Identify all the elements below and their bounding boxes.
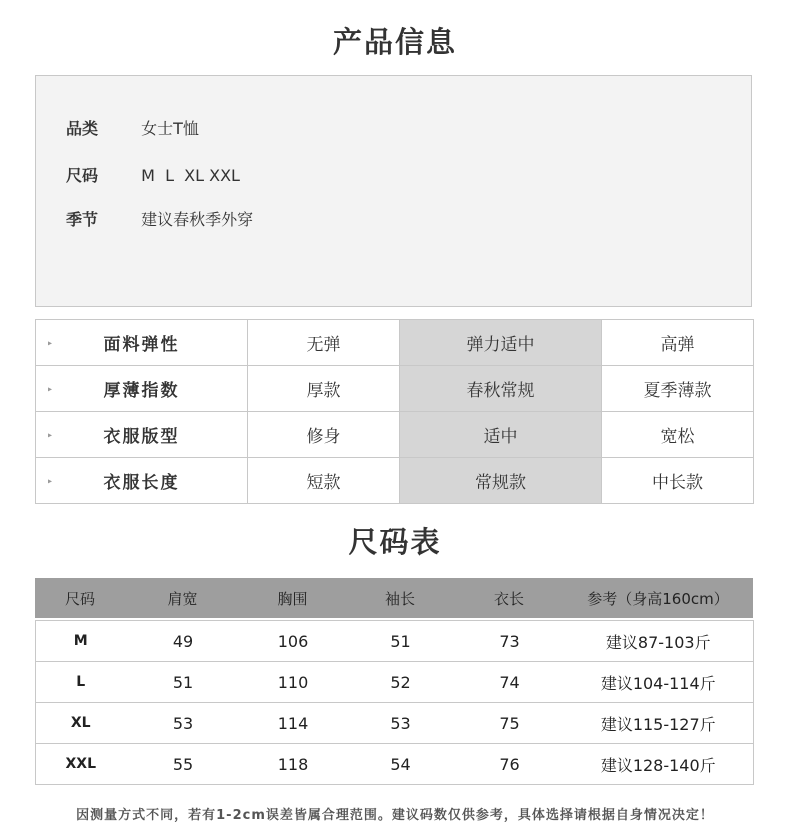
size-table-header-cell: 肩宽 [167, 589, 198, 608]
measurement-cell: 55 [126, 744, 241, 785]
product-info-box [35, 75, 752, 307]
season-value: 建议春秋季外穿 [141, 210, 254, 229]
measurement-cell: 75 [456, 703, 564, 744]
measurement-cell: 建议87-103斤 [564, 621, 754, 662]
arrow-right-icon: ▸ [48, 384, 55, 393]
attribute-option-selected: 春秋常规 [400, 366, 602, 412]
size-cell: XXL [36, 744, 126, 785]
size-table-header-cell: 衣长 [493, 589, 524, 608]
attribute-option: 厚款 [248, 366, 400, 412]
attribute-row [36, 412, 754, 458]
measurement-cell: 建议115-127斤 [564, 703, 754, 744]
attribute-label [36, 412, 248, 458]
attribute-option: 无弹 [248, 320, 400, 366]
attribute-label-text: 衣服版型 [103, 427, 180, 447]
measurement-cell: 建议128-140斤 [564, 744, 754, 785]
size-cell: L [36, 662, 126, 703]
category-label: 品类 [66, 119, 99, 138]
attribute-row [36, 320, 754, 366]
size-value: M L XL XXL [141, 166, 240, 185]
attribute-option-selected: 弹力适中 [400, 320, 602, 366]
attribute-table [35, 319, 754, 504]
info-row-season [66, 207, 253, 230]
size-table-body [35, 620, 753, 785]
size-label: 尺码 [66, 166, 99, 185]
arrow-right-icon: ▸ [48, 476, 55, 485]
attribute-label-text: 衣服长度 [103, 473, 180, 493]
attribute-option-selected: 适中 [400, 412, 602, 458]
season-label: 季节 [66, 210, 99, 229]
attribute-label [36, 366, 248, 412]
attribute-label-text: 面料弹性 [103, 335, 180, 355]
measurement-cell: 建议104-114斤 [564, 662, 754, 703]
info-row-size [66, 163, 240, 186]
attribute-option-selected: 常规款 [400, 458, 602, 504]
size-chart-title: 尺码表 [348, 525, 442, 559]
category-value: 女士T恤 [141, 119, 199, 138]
table-row [36, 662, 754, 703]
attribute-label-text: 厚薄指数 [103, 381, 180, 401]
measurement-note: 因测量方式不同，若有1-2cm误差皆属合理范围。建议码数仅供参考，具体选择请根据自身情况决定！ [76, 808, 714, 823]
measurement-cell: 52 [346, 662, 456, 703]
arrow-right-icon: ▸ [48, 338, 55, 347]
size-table-header [35, 578, 753, 618]
info-row-category [66, 116, 199, 139]
measurement-cell: 74 [456, 662, 564, 703]
attribute-label [36, 320, 248, 366]
arrow-right-icon: ▸ [48, 430, 55, 439]
attribute-option: 中长款 [602, 458, 754, 504]
size-table-header-cell: 胸围 [277, 589, 308, 608]
measurement-cell: 53 [346, 703, 456, 744]
attribute-option: 宽松 [602, 412, 754, 458]
measurement-cell: 76 [456, 744, 564, 785]
attribute-option: 修身 [248, 412, 400, 458]
measurement-cell: 118 [241, 744, 346, 785]
size-table-header-cell: 参考（身高160cm） [587, 589, 729, 608]
product-info-title: 产品信息 [332, 25, 457, 59]
measurement-cell: 73 [456, 621, 564, 662]
size-cell: M [36, 621, 126, 662]
attribute-row [36, 366, 754, 412]
measurement-cell: 110 [241, 662, 346, 703]
measurement-cell: 51 [346, 621, 456, 662]
size-table-header-cell: 袖长 [384, 589, 415, 608]
attribute-label [36, 458, 248, 504]
table-row [36, 703, 754, 744]
measurement-cell: 53 [126, 703, 241, 744]
table-row [36, 621, 754, 662]
attribute-option: 夏季薄款 [602, 366, 754, 412]
attribute-option: 短款 [248, 458, 400, 504]
measurement-cell: 114 [241, 703, 346, 744]
size-table-header-cell: 尺码 [64, 589, 95, 608]
size-cell: XL [36, 703, 126, 744]
measurement-cell: 106 [241, 621, 346, 662]
attribute-row [36, 458, 754, 504]
attribute-option: 高弹 [602, 320, 754, 366]
table-row [36, 744, 754, 785]
measurement-cell: 51 [126, 662, 241, 703]
measurement-cell: 54 [346, 744, 456, 785]
measurement-cell: 49 [126, 621, 241, 662]
